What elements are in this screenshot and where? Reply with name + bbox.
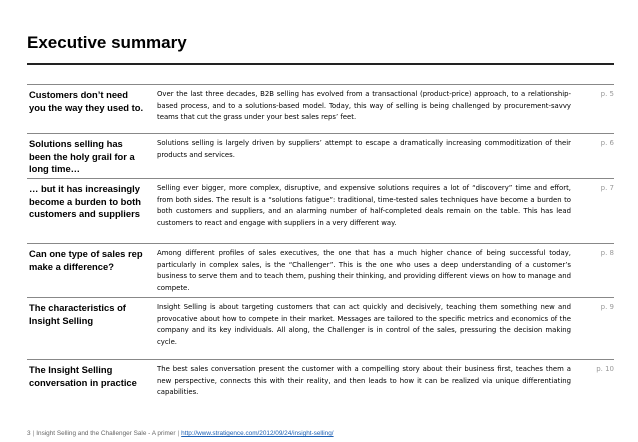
page-reference[interactable]: p. 10 [596, 365, 614, 373]
title-divider [27, 63, 614, 65]
row-divider [27, 178, 614, 179]
page-reference[interactable]: p. 8 [600, 249, 614, 257]
row-divider [27, 243, 614, 244]
row-divider [27, 359, 614, 360]
row-heading: … but it has increasingly become a burden to both customers and suppliers [29, 183, 141, 219]
row-heading: Customers don’t need you the way they used to. [29, 89, 144, 113]
row-heading: Solutions selling has been the holy grail for a long time… [29, 138, 135, 174]
page-reference[interactable]: p. 9 [600, 303, 614, 311]
summary-row [27, 243, 614, 295]
row-divider [27, 133, 614, 134]
row-body: Solutions selling is largely driven by suppliers’ attempt to escape a dramatically increasing commoditization of their products and services. [157, 139, 571, 159]
footer-document-title: Insight Selling and the Challenger Sale - A primer [36, 430, 176, 437]
row-heading: Can one type of sales rep make a difference? [29, 248, 143, 272]
page-reference[interactable]: p. 7 [600, 184, 614, 192]
row-body: Insight Selling is about targeting customers that can act quickly and decisively, teaching them something new and provocative about how to compete in their market. Messages are tailored to the specific metrics and economics of the company and its key individuals. All along, the Challenger is in control of the sales, pressuring the decision making cycle. [157, 303, 571, 346]
row-body: The best sales conversation present the customer with a compelling story about their business first, teaches them a new perspective, connects this with their reality, and then leads to how it can be realized via unique differentiating capabilities. [157, 365, 571, 396]
summary-row [27, 359, 614, 404]
summary-row [27, 133, 614, 176]
row-body: Selling ever bigger, more complex, disruptive, and expensive solutions requires a lot of “discovery” time and effort, from both sides. The result is a “solutions fatigue”: traditional, time-tested sales techniques have become a burden to both customers and suppliers, and an alarming number of half-completed deals remain on the table. This has lead customers to react and engage with suppliers in a very different way. [157, 184, 571, 227]
summary-row [27, 84, 614, 134]
summary-row [27, 297, 614, 349]
row-divider [27, 84, 614, 85]
summary-row [27, 178, 614, 238]
page-title: Executive summary [27, 33, 187, 52]
page-reference[interactable]: p. 6 [600, 139, 614, 147]
page-reference[interactable]: p. 5 [600, 90, 614, 98]
row-body: Among different profiles of sales executives, the one that has a much higher chance of being successful today, particularly in complex sales, is the “Challenger”. This is the one who uses a deep understanding of a customer’s business to serve them and to teach them, pushing their thinking, and providing different views on how to manage and compete. [157, 249, 571, 292]
row-heading: The Insight Selling conversation in practice [29, 364, 137, 388]
footer-separator: | [32, 430, 35, 437]
page-footer [27, 430, 334, 437]
footer-separator: | [177, 430, 180, 437]
row-divider [27, 297, 614, 298]
row-body: Over the last three decades, B2B selling has evolved from a transactional (product-price) approach, to a relationship-based process, and to a solutions-based model. Today, this way of selling is being challenged by procurement-savvy teams that cut the grass under your best sales reps’ feet. [157, 90, 571, 121]
row-heading: The characteristics of Insight Selling [29, 302, 126, 326]
footer-source-link[interactable]: http://www.stratigence.com/2012/09/24/insight-selling/ [181, 430, 334, 437]
footer-page-number: 3 [27, 430, 31, 437]
